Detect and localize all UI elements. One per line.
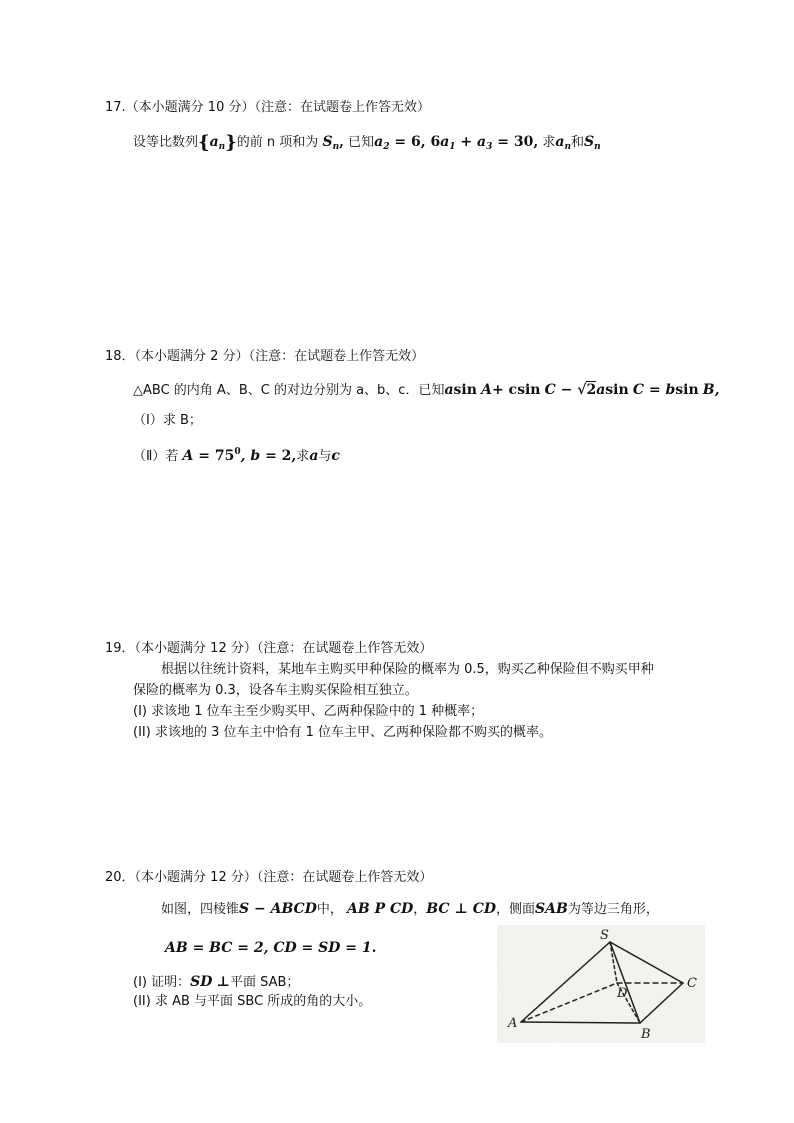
label-C: C [687,976,697,991]
q19-part1: (I) 求该地 1 位车主至少购买甲、乙两种保险中的 1 种概率； [133,704,484,719]
q18-part2: （Ⅱ）若 $A = 75^0$, b = 2,求a与c [133,447,340,464]
brace-right: } [225,132,237,153]
q19-header: 19．（本小题满分 12 分）（注意：在试题卷上作答无效） [105,641,433,656]
q20-part1: (I) 证明：SD ⊥平面 SAB； [133,974,300,990]
label-D: D [617,986,628,1001]
brace-left: { [198,132,210,153]
label-A: A [508,1016,518,1031]
q17-text-c: 已知 [348,135,375,150]
q20-line1: 如图，四棱锥S − ABCD中， AB P CD，BC ⊥ CD，侧面SAB为等边三角形， [161,901,659,917]
q19-line1: 根据以往统计资料，某地车主购买甲种保险的概率为 0.5，购买乙种保险但不购买甲种 [161,662,654,677]
edge-AB [521,1022,640,1023]
q20-header: 20．（本小题满分 12 分）（注意：在试题卷上作答无效） [105,870,433,885]
q20-part2: (II) 求 AB 与平面 SBC 所成的角的大小。 [133,994,372,1009]
sqrt-sign: √ [577,382,587,398]
q17-text-a: 设等比数列 [133,135,199,150]
q19-part2: (II) 求该地的 3 位车主中恰有 1 位车主甲、乙两种保险都不购买的概率。 [133,725,553,740]
q18-intro: △ABC 的内角 A、B、C 的对边分别为 a、b、c．已知asin A+ csin C − √2asin C = bsin B, [133,382,720,398]
label-S: S [600,928,609,943]
q17-header: 17.（本小题满分 10 分）（注意：在试题卷上作答无效） [105,100,430,115]
pyramid-figure [497,925,705,1043]
q17-text-e: 和 [571,135,585,150]
q18-header: 18．（本小题满分 2 分）（注意：在试题卷上作答无效） [105,349,425,364]
q18-part1: （Ⅰ）求 B； [133,413,202,428]
q19-line2: 保险的概率为 0.3，设各车主购买保险相互独立。 [133,683,418,698]
q17-body: 设等比数列$\{a_n\}$的前 n 项和为 $S_n$, 已知$a_2 = 6$, $6a_1 + a_3 = 30$, 求$a_n$和$S_n$ [133,132,601,153]
label-B: B [641,1027,651,1042]
q17-text-b: 的前 n 项和为 [236,135,319,150]
q17-text-d: 求 [542,135,556,150]
q20-line2: AB = BC = 2, CD = SD = 1. [165,940,377,956]
